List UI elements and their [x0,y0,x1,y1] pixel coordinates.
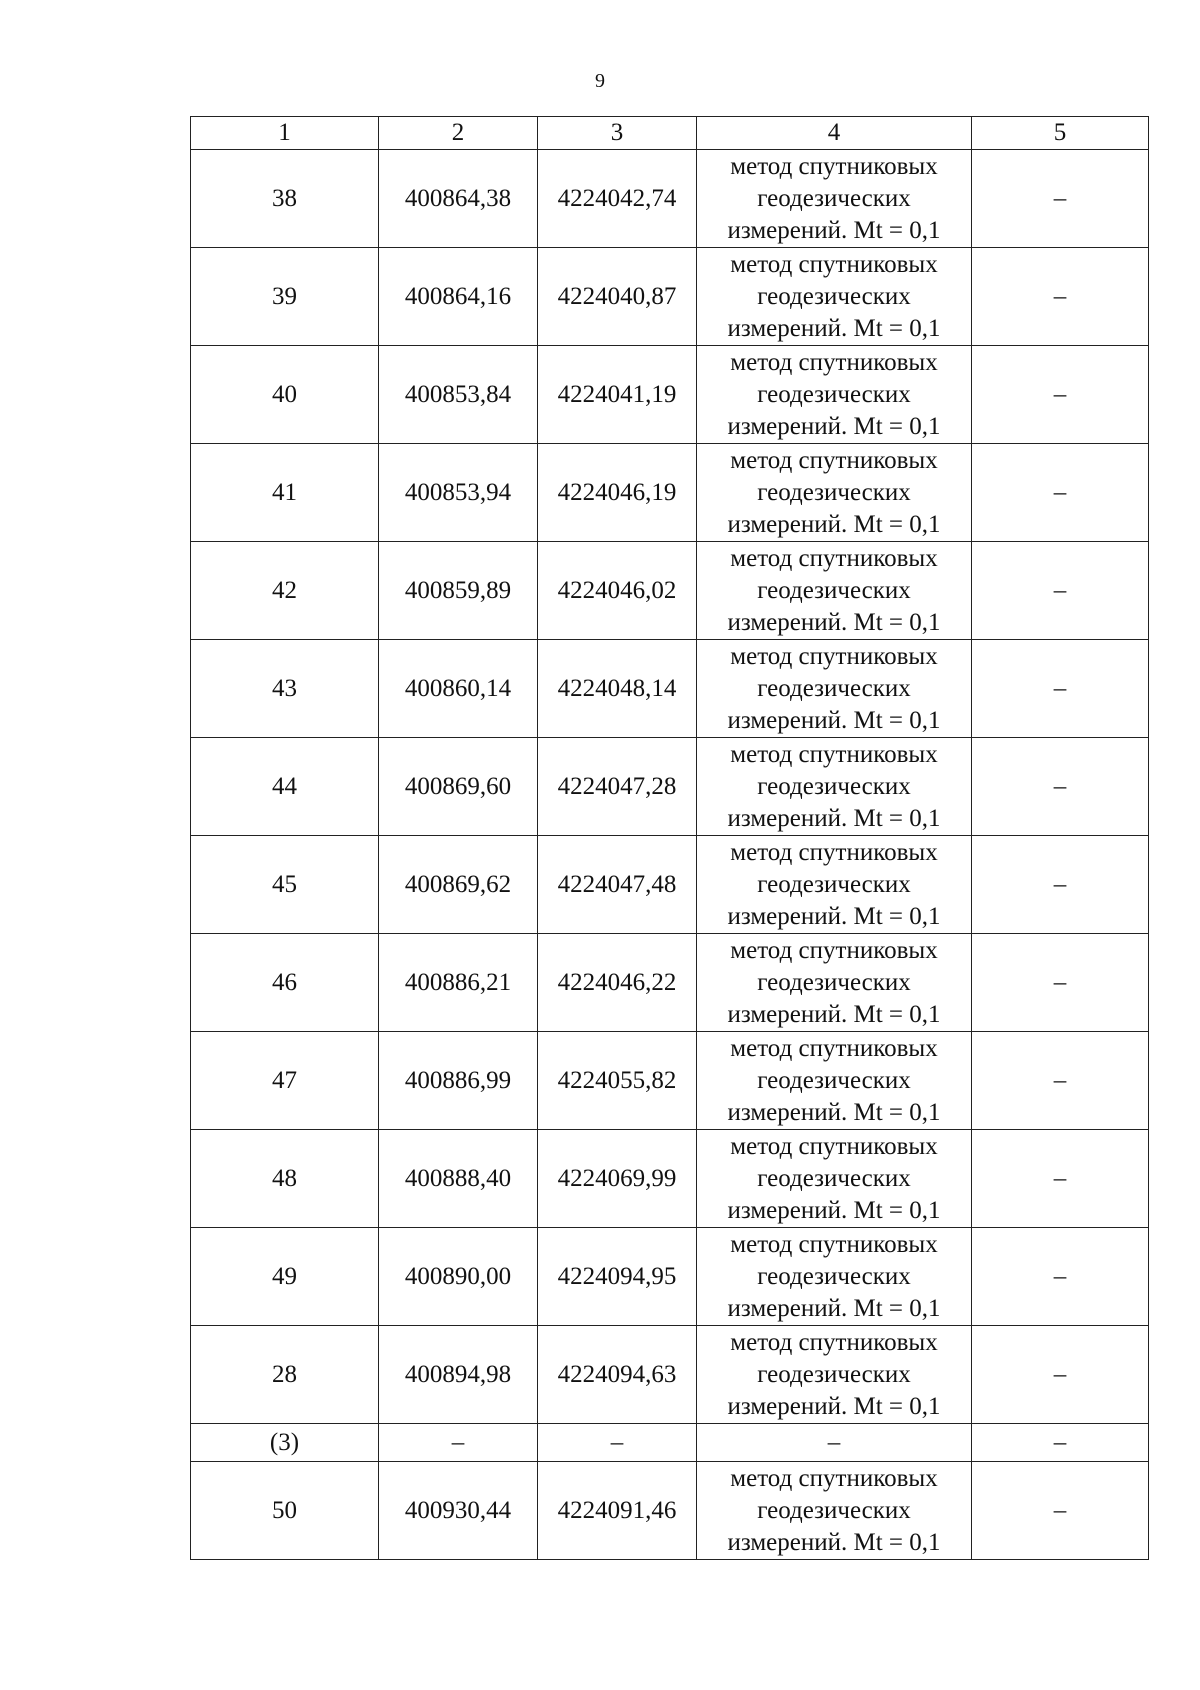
method-cell [697,1424,972,1462]
table-row [191,542,1149,640]
note-cell: – [972,640,1149,738]
method-line: геодезических [757,1360,911,1388]
note-cell: – [972,444,1149,542]
y-coordinate-cell: – [538,1424,697,1462]
point-number-cell: 43 [191,640,379,738]
method-line: измерений. Mt = 0,1 [727,1294,941,1322]
point-number-cell: 47 [191,1032,379,1130]
method-line: геодезических [757,380,911,408]
y-coordinate-cell: 4224047,28 [538,738,697,836]
method-cell [697,150,972,248]
method-line: геодезических [757,870,911,898]
header-cell-1: 1 [191,117,379,150]
y-coordinate-cell: 4224042,74 [538,150,697,248]
y-coordinate-cell: 4224047,48 [538,836,697,934]
method-line: метод спутниковых [730,1464,938,1492]
y-coordinate-cell: 4224046,22 [538,934,697,1032]
note-cell: – [972,738,1149,836]
x-coordinate-cell: 400869,62 [379,836,538,934]
method-line: геодезических [757,674,911,702]
y-coordinate-cell: 4224091,46 [538,1462,697,1560]
x-coordinate-cell: 400853,84 [379,346,538,444]
coordinates-table [190,116,1149,1560]
method-cell [697,640,972,738]
method-cell [697,248,972,346]
point-number-cell: (3) [191,1424,379,1462]
method-line: геодезических [757,282,911,310]
note-cell: – [972,1228,1149,1326]
table-row [191,444,1149,542]
table-row [191,1228,1149,1326]
note-cell: – [972,346,1149,444]
header-cell-3: 3 [538,117,697,150]
x-coordinate-cell: 400890,00 [379,1228,538,1326]
method-line: геодезических [757,184,911,212]
method-cell [697,934,972,1032]
method-line: метод спутниковых [730,1230,938,1258]
note-cell: – [972,150,1149,248]
method-cell [697,444,972,542]
x-coordinate-cell: – [379,1424,538,1462]
point-number-cell: 40 [191,346,379,444]
x-coordinate-cell: 400864,38 [379,150,538,248]
method-cell [697,1032,972,1130]
point-number-cell: 38 [191,150,379,248]
method-line: измерений. Mt = 0,1 [727,314,941,342]
note-cell: – [972,1130,1149,1228]
point-number-cell: 39 [191,248,379,346]
table-row [191,836,1149,934]
x-coordinate-cell: 400869,60 [379,738,538,836]
method-line: измерений. Mt = 0,1 [727,216,941,244]
method-line: измерений. Mt = 0,1 [727,804,941,832]
table-row [191,1130,1149,1228]
method-line: метод спутниковых [730,250,938,278]
method-line: измерений. Mt = 0,1 [727,510,941,538]
point-number-cell: 46 [191,934,379,1032]
method-line: геодезических [757,1496,911,1524]
method-cell [697,1326,972,1424]
y-coordinate-cell: 4224040,87 [538,248,697,346]
method-cell [697,346,972,444]
method-line: геодезических [757,1066,911,1094]
point-number-cell: 44 [191,738,379,836]
page-number: 9 [595,70,605,92]
method-line: измерений. Mt = 0,1 [727,902,941,930]
header-cell-5: 5 [972,117,1149,150]
x-coordinate-cell: 400853,94 [379,444,538,542]
method-line: метод спутниковых [730,740,938,768]
x-coordinate-cell: 400888,40 [379,1130,538,1228]
method-line: геодезических [757,576,911,604]
method-line: геодезических [757,968,911,996]
x-coordinate-cell: 400864,16 [379,248,538,346]
table-row [191,640,1149,738]
note-cell: – [972,934,1149,1032]
x-coordinate-cell: 400894,98 [379,1326,538,1424]
method-line: геодезических [757,772,911,800]
method-line: метод спутниковых [730,446,938,474]
method-line: метод спутниковых [730,1132,938,1160]
table-row [191,248,1149,346]
method-cell [697,1462,972,1560]
method-cell [697,1130,972,1228]
x-coordinate-cell: 400860,14 [379,640,538,738]
y-coordinate-cell: 4224094,95 [538,1228,697,1326]
table-body [191,117,1149,1560]
note-cell: – [972,1462,1149,1560]
method-line: измерений. Mt = 0,1 [727,608,941,636]
method-cell [697,1228,972,1326]
header-row [191,117,1149,150]
point-number-cell: 49 [191,1228,379,1326]
x-coordinate-cell: 400886,99 [379,1032,538,1130]
method-cell [697,738,972,836]
method-line: измерений. Mt = 0,1 [727,1000,941,1028]
y-coordinate-cell: 4224094,63 [538,1326,697,1424]
method-line: геодезических [757,478,911,506]
table-row [191,1424,1149,1462]
table-row [191,346,1149,444]
method-line: измерений. Mt = 0,1 [727,1098,941,1126]
table-row [191,738,1149,836]
x-coordinate-cell: 400930,44 [379,1462,538,1560]
method-line: измерений. Mt = 0,1 [727,1528,941,1556]
method-line: геодезических [757,1164,911,1192]
method-line: метод спутниковых [730,348,938,376]
x-coordinate-cell: 400886,21 [379,934,538,1032]
header-cell-2: 2 [379,117,538,150]
y-coordinate-cell: 4224055,82 [538,1032,697,1130]
table-row [191,1462,1149,1560]
method-line: метод спутниковых [730,544,938,572]
point-number-cell: 50 [191,1462,379,1560]
method-line: метод спутниковых [730,1328,938,1356]
method-line: измерений. Mt = 0,1 [727,1196,941,1224]
y-coordinate-cell: 4224048,14 [538,640,697,738]
method-line: метод спутниковых [730,1034,938,1062]
method-line: измерений. Mt = 0,1 [727,1392,941,1420]
y-coordinate-cell: 4224046,02 [538,542,697,640]
y-coordinate-cell: 4224069,99 [538,1130,697,1228]
note-cell: – [972,1326,1149,1424]
note-cell: – [972,542,1149,640]
note-cell: – [972,1424,1149,1462]
header-cell-4: 4 [697,117,972,150]
point-number-cell: 41 [191,444,379,542]
method-line: метод спутниковых [730,152,938,180]
method-line: измерений. Mt = 0,1 [727,412,941,440]
method-line: метод спутниковых [730,936,938,964]
point-number-cell: 48 [191,1130,379,1228]
table-row [191,1032,1149,1130]
method-cell [697,542,972,640]
note-cell: – [972,1032,1149,1130]
note-cell: – [972,836,1149,934]
method-line: геодезических [757,1262,911,1290]
table-row [191,150,1149,248]
method-line: метод спутниковых [730,642,938,670]
method-line: метод спутниковых [730,838,938,866]
x-coordinate-cell: 400859,89 [379,542,538,640]
y-coordinate-cell: 4224041,19 [538,346,697,444]
method-line: измерений. Mt = 0,1 [727,706,941,734]
point-number-cell: 42 [191,542,379,640]
method-line: – [827,1428,841,1456]
note-cell: – [972,248,1149,346]
method-cell [697,836,972,934]
point-number-cell: 28 [191,1326,379,1424]
table-row [191,934,1149,1032]
point-number-cell: 45 [191,836,379,934]
y-coordinate-cell: 4224046,19 [538,444,697,542]
table-row [191,1326,1149,1424]
